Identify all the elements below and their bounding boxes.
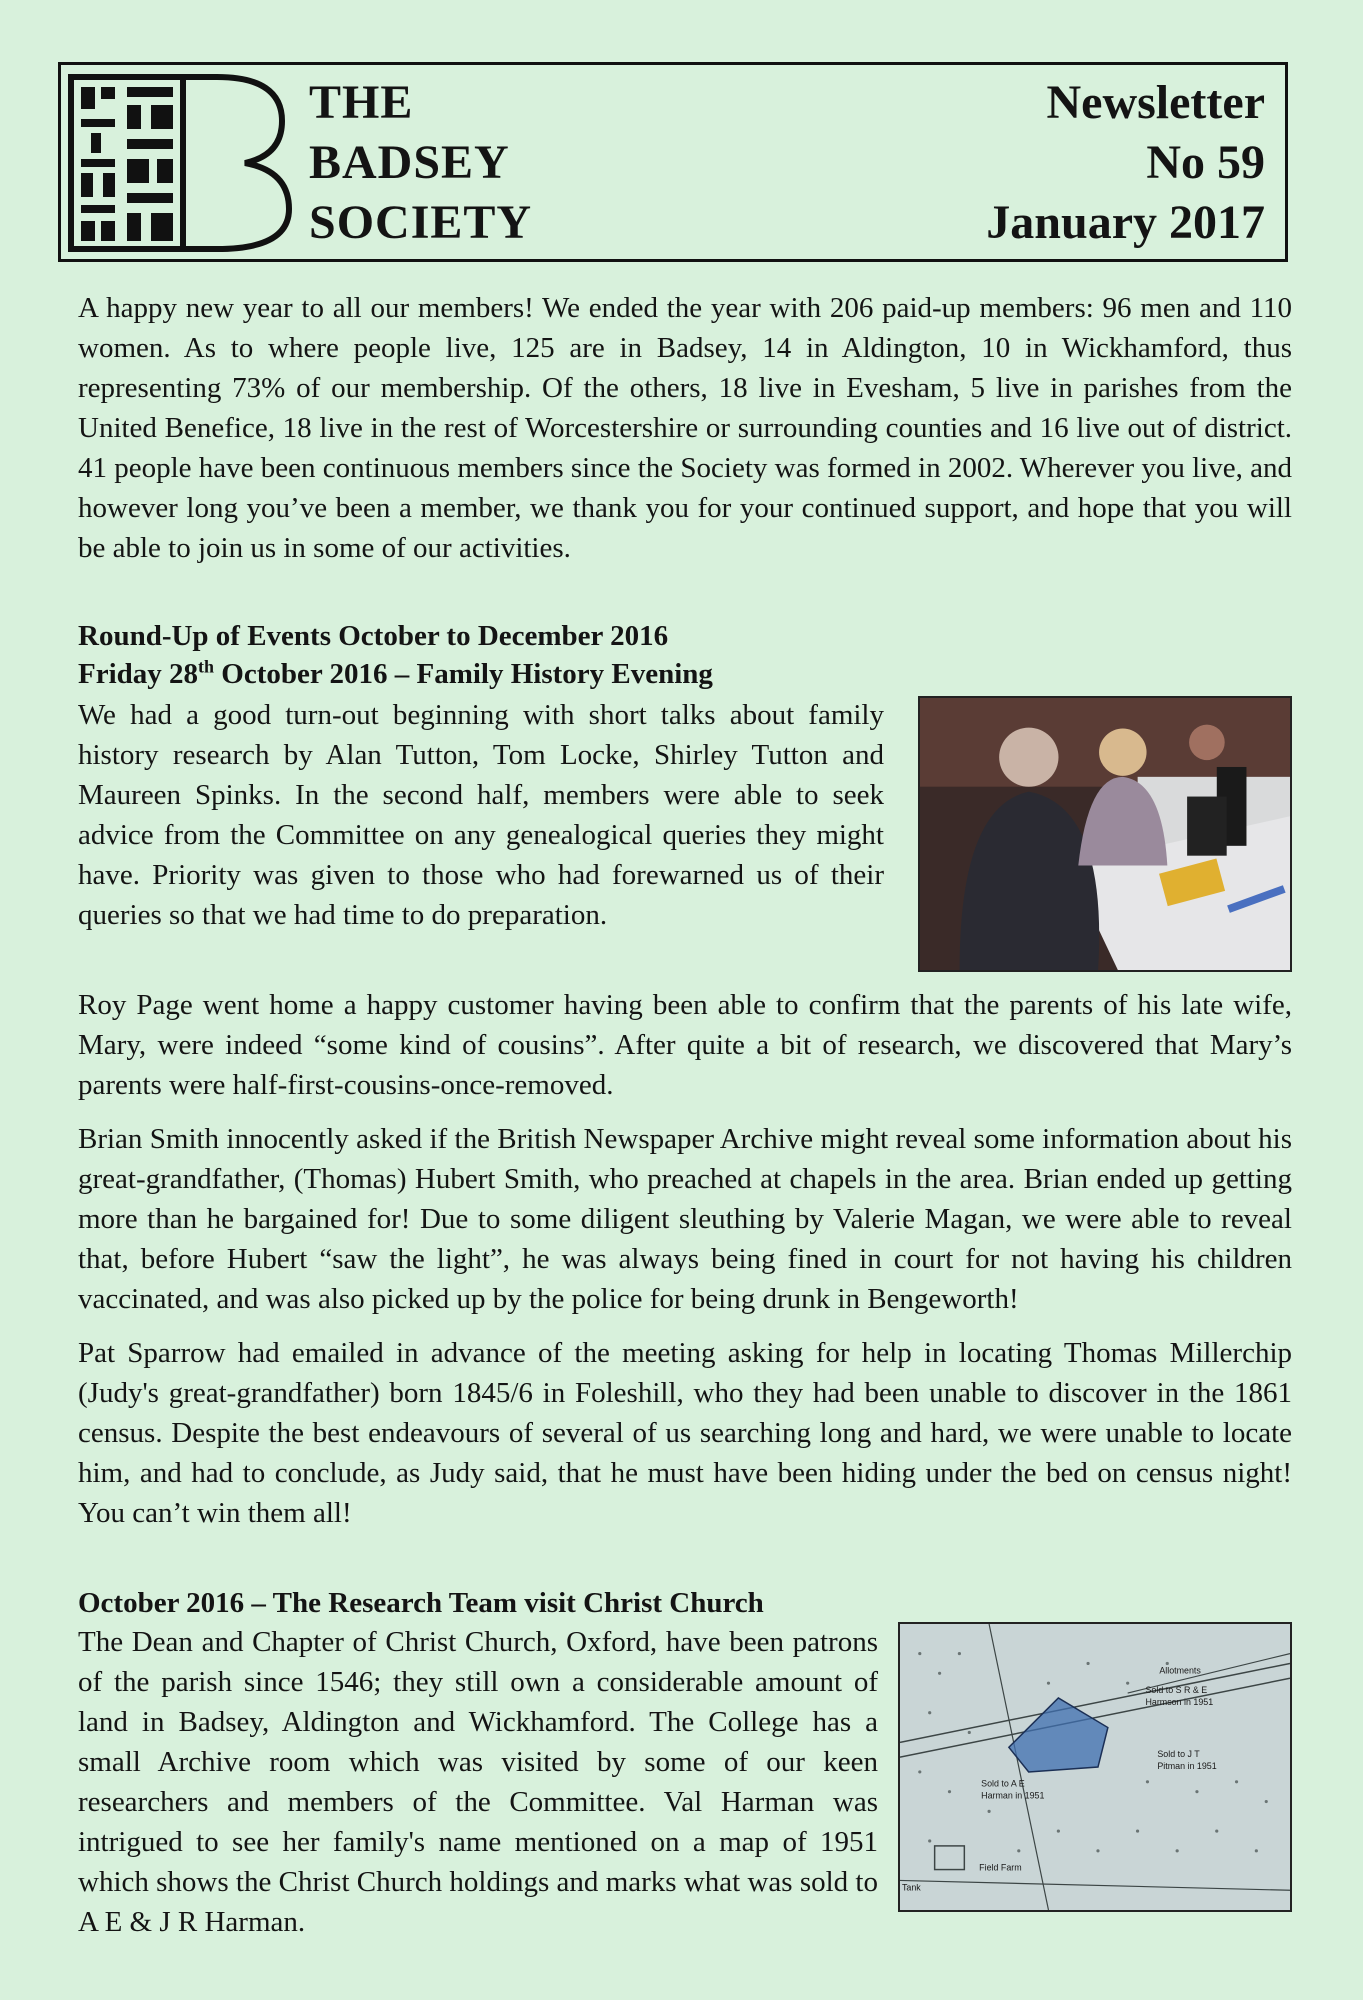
- map-label-allotments: Allotments: [1159, 1665, 1201, 1676]
- map-label-sold2b: Pitman in 1951: [1157, 1760, 1217, 1771]
- map-label-field-farm: Field Farm: [979, 1862, 1022, 1873]
- masthead: [58, 62, 1288, 262]
- badsey-society-logo: [67, 73, 292, 253]
- event-heading: [78, 655, 1292, 693]
- title-line: THE: [309, 76, 414, 129]
- event-rest: October 2016 – Family History Evening: [214, 658, 713, 690]
- map-label-sold1: Sold to S R & E: [1145, 1685, 1208, 1696]
- issue-info: [986, 73, 1265, 253]
- map-label-sold3b: Harman in 1951: [981, 1790, 1045, 1801]
- paragraph: Roy Page went home a happy customer having been able to confirm that the parents of his late wife, Mary, were indeed “some kind of cousins”. After quite a bit of research, we discovered that Mary’s parents were half-first-cousins-once-removed.: [78, 989, 1292, 1101]
- roundup-heading: Round-Up of Events October to December 2016: [78, 620, 669, 652]
- paragraph: We had a good turn-out beginning with short talks about family history research by Alan Tutton, Tom Locke, Shirley Tutton and Maureen Spinks. In the second half, members were able to seek advice from the Committee on any genealogical queries they might have. Priority was given to those who had forewarned us of their queries so that we had time to do preparation.: [78, 699, 884, 931]
- issue-line: January 2017: [986, 196, 1265, 249]
- paragraph: Brian Smith innocently asked if the British Newspaper Archive might reveal some information about his great-grandfather, (Thomas) Hubert Smith, who preached at chapels in the area. Brian ended up getting more than he bargained for! Due to some diligent sleuthing by Valerie Magan, we were able to reveal that, before Hubert “saw the light”, he was always being fined in court for not having his children vaccinated, and was also picked up by the police for being drunk in Bengeworth!: [78, 1123, 1292, 1315]
- issue-line: No 59: [1146, 136, 1265, 189]
- title-line: BADSEY: [309, 136, 510, 189]
- map-label-sold1b: Harmson in 1951: [1145, 1696, 1214, 1707]
- paragraph: Pat Sparrow had emailed in advance of the meeting asking for help in locating Thomas Millerchip (Judy's great-grandfather) born 1845/6 in Foleshill, who they had been unable to discover in the 1861 census. Despite the best endeavours of several of us searching long and hard, we were unable to locate him, and had to conclude, as Judy said, that he must have been hiding under the bed on census night! You can’t win them all!: [78, 1337, 1292, 1529]
- issue-line: Newsletter: [1046, 76, 1265, 129]
- intro-section: [78, 288, 1292, 568]
- society-title: [309, 73, 532, 253]
- christ-church-map: [898, 1622, 1292, 1912]
- christ-church-section: [78, 1584, 878, 1942]
- title-line: SOCIETY: [309, 196, 533, 249]
- family-history-photo: [918, 696, 1292, 972]
- intro-paragraph: A happy new year to all our members! We ended the year with 206 paid-up members: 96 men and 110 women. As to where people live, 125 are in Badsey, 14 in Aldington, 10 in Wickhamford, thus representing 73% of our membership. Of the others, 18 live in Evesham, 5 live in parishes from the United Benefice, 18 live in the rest of Worcestershire or surrounding counties and 16 live out of district. 41 people have been continuous members since the Society was formed in 2002. Wherever you live, and however long you’ve been a member, we thank you for your continued support, and hope that you will be able to join us in some of our activities.: [78, 292, 1292, 564]
- family-history-section: [78, 985, 1292, 1533]
- map-label-tank: Tank: [901, 1882, 921, 1893]
- family-history-para-1: [78, 695, 884, 935]
- roundup-headings: [78, 617, 1292, 693]
- event-ordinal: th: [198, 656, 215, 677]
- map-label-sold3: Sold to A E: [981, 1778, 1025, 1789]
- map-label-sold2: Sold to J T: [1157, 1749, 1200, 1760]
- paragraph: The Dean and Chapter of Christ Church, Oxford, have been patrons of the parish since 1546; they still own a considerable amount of land in Badsey, Aldington and Wickhamford. The College has a small Archive room which was visited by some of our keen researchers and members of the Committee. Val Harman was intrigued to see her family's name mentioned on a map of 1951 which shows the Christ Church holdings and marks what was sold to A E & J R Harman.: [78, 1626, 878, 1938]
- event-day: Friday 28: [78, 658, 199, 690]
- christ-church-heading: October 2016 – The Research Team visit Christ Church: [78, 1587, 764, 1619]
